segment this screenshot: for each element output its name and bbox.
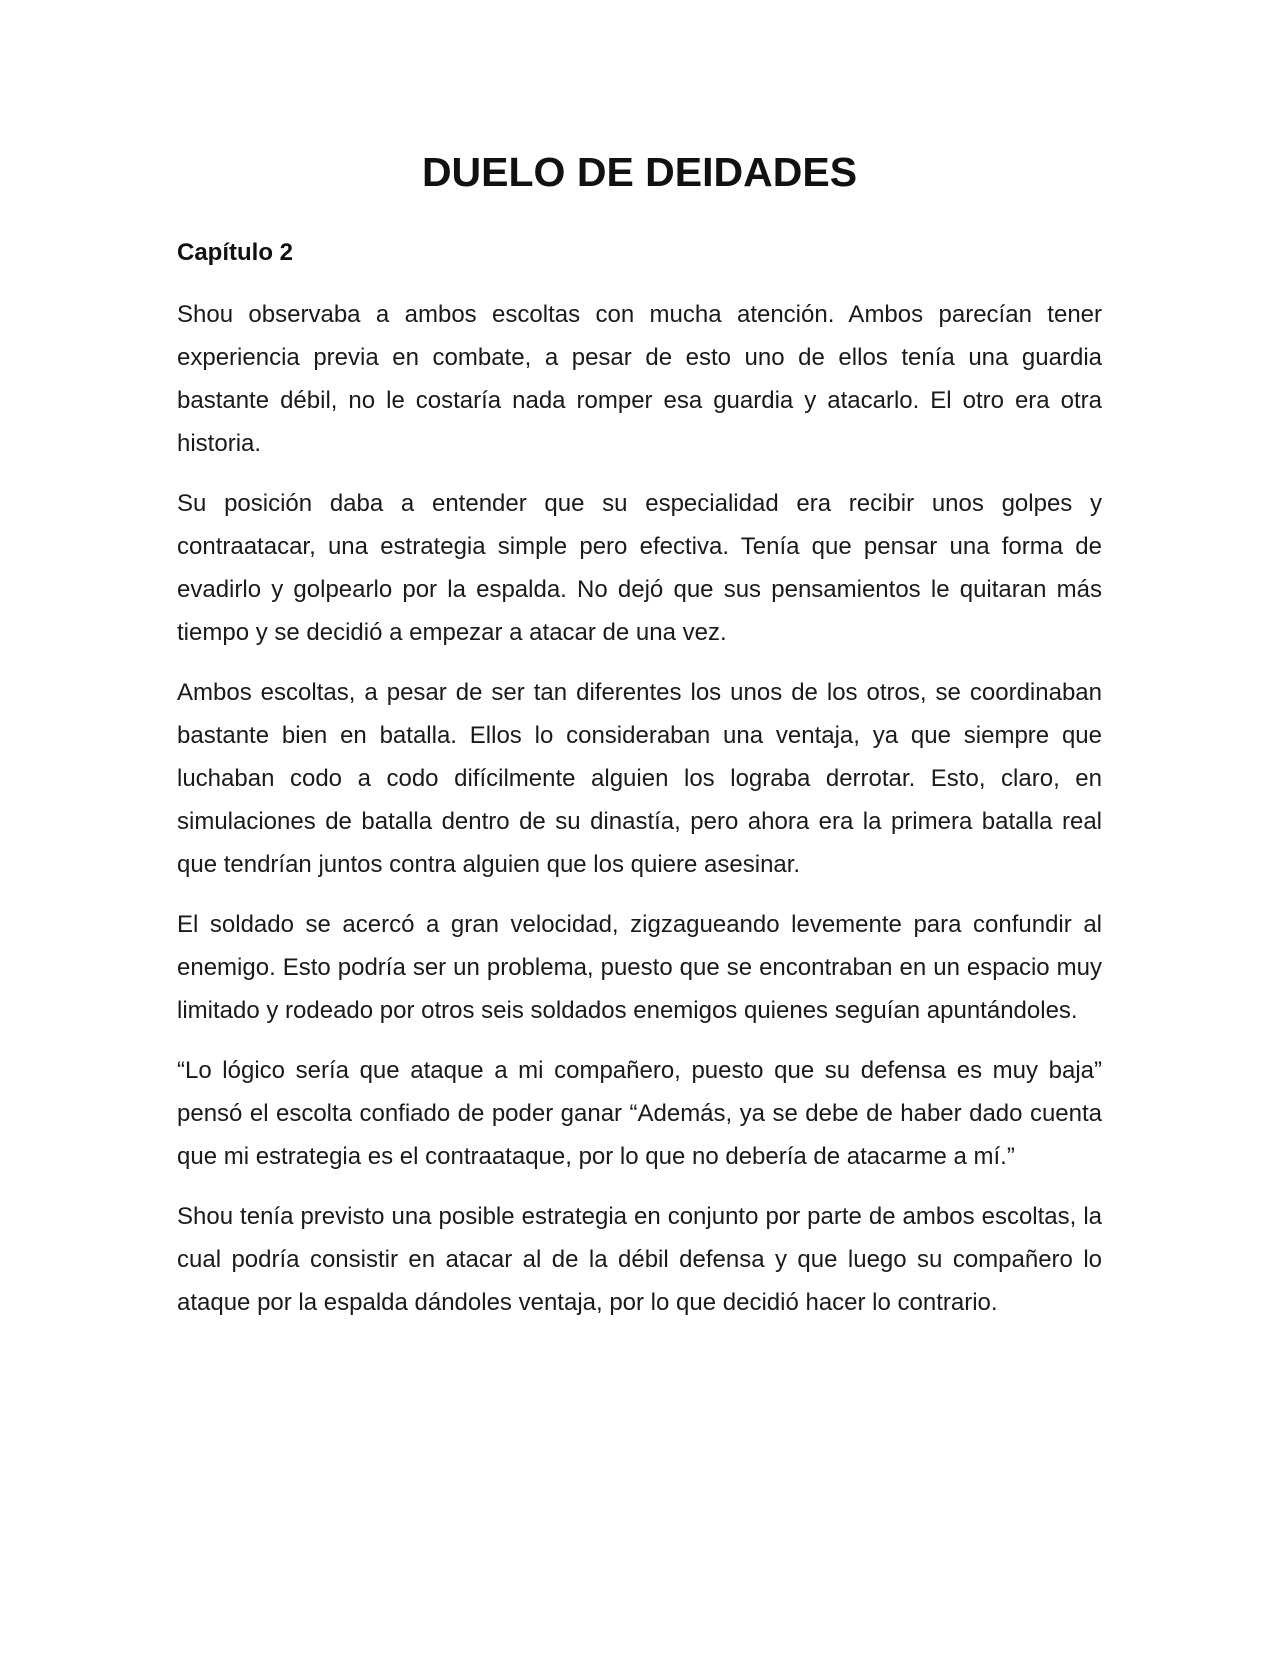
- paragraph-5: “Lo lógico sería que ataque a mi compañero, puesto que su defensa es muy baja” pensó el escolta confiado de poder ganar “Además, ya se debe de haber dado cuenta que mi estrategia es el contraataque, por lo que no debería de atacarme a mí.”: [177, 1057, 1102, 1170]
- document-body: [177, 144, 1102, 1324]
- paragraph-1: Shou observaba a ambos escoltas con mucha atención. Ambos parecían tener experiencia previa en combate, a pesar de esto uno de ellos tenía una guardia bastante débil, no le costaría nada romper esa guardia y atacarlo. El otro era otra historia.: [177, 301, 1102, 457]
- document-title: DUELO DE DEIDADES: [421, 149, 858, 195]
- paragraph-2: Su posición daba a entender que su especialidad era recibir unos golpes y contraatacar, una estrategia simple pero efectiva. Tenía que pensar una forma de evadirlo y golpearlo por la espalda. No dejó que sus pensamientos le quitaran más tiempo y se decidió a empezar a atacar de una vez.: [177, 490, 1102, 646]
- paragraph-4: El soldado se acercó a gran velocidad, zigzagueando levemente para confundir al enemigo. Esto podría ser un problema, puesto que se encontraban en un espacio muy limitado y rodeado por otros seis soldados enemigos quienes seguían apuntándoles.: [177, 911, 1102, 1024]
- paragraph-3: Ambos escoltas, a pesar de ser tan diferentes los unos de los otros, se coordinaban bastante bien en batalla. Ellos lo consideraban una ventaja, ya que siempre que luchaban codo a codo difícilmente alguien los lograba derrotar. Esto, claro, en simulaciones de batalla dentro de su dinastía, pero ahora era la primera batalla real que tendrían juntos contra alguien que los quiere asesinar.: [177, 679, 1102, 878]
- paragraph-6: Shou tenía previsto una posible estrategia en conjunto por parte de ambos escoltas, la cual podría consistir en atacar al de la débil defensa y que luego su compañero lo ataque por la espalda dándoles ventaja, por lo que decidió hacer lo contrario.: [177, 1203, 1102, 1316]
- chapter-heading: Capítulo 2: [177, 239, 294, 266]
